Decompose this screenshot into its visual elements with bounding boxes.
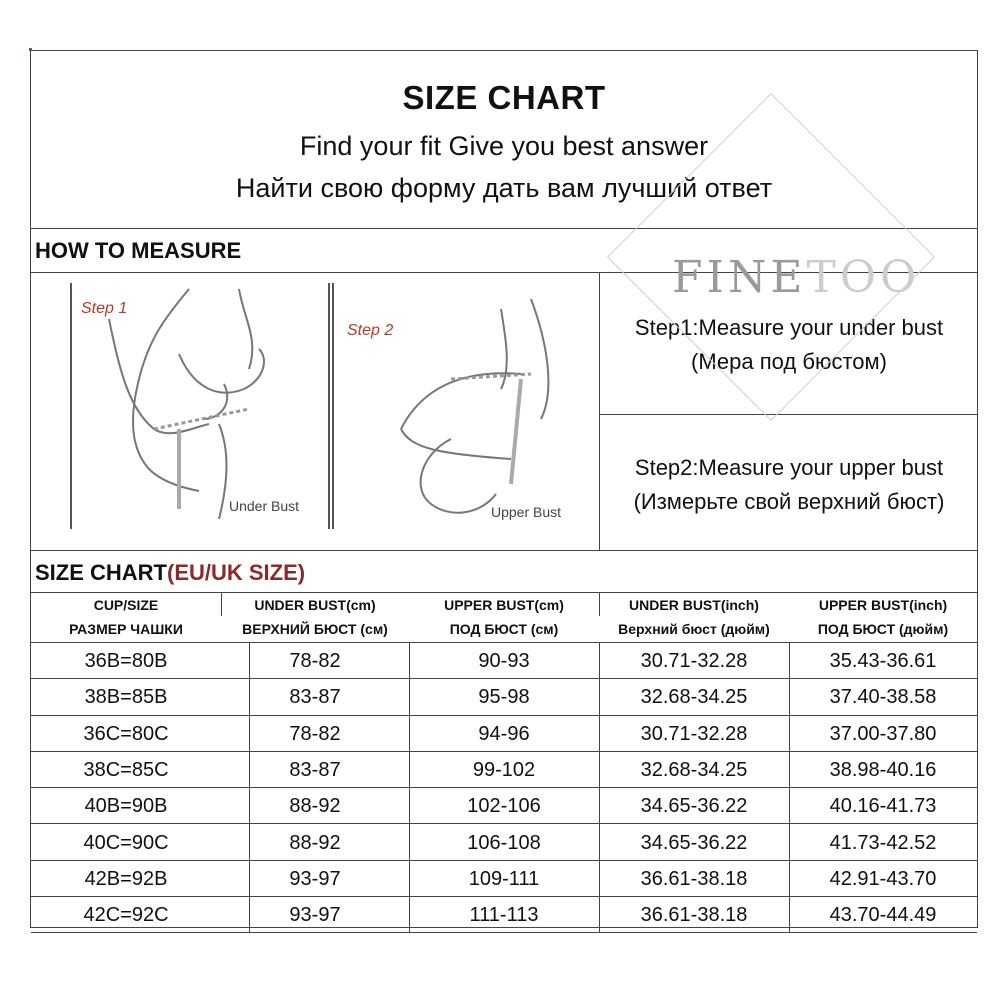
table-cell: 94-96 bbox=[478, 722, 530, 745]
column-separator bbox=[249, 643, 250, 933]
subtitle-russian: Найти свою форму дать вам лучший ответ bbox=[235, 173, 773, 203]
table-cell: 43.70-44.49 bbox=[829, 904, 937, 927]
table-header bbox=[31, 592, 977, 642]
step1-illustration-label: Step 1 bbox=[81, 300, 128, 317]
step2-english: Step2:Measure your upper bust bbox=[634, 455, 944, 480]
column-header bbox=[599, 592, 789, 642]
table-cell: 83-87 bbox=[289, 758, 341, 781]
size-chart-heading-accent: (EU/UK SIZE) bbox=[167, 560, 306, 585]
table-cell: 34.65-36.22 bbox=[640, 795, 748, 818]
size-chart-heading-main: SIZE CHART bbox=[35, 560, 167, 585]
step1-russian: (Мера под бюстом) bbox=[691, 349, 887, 374]
table-cell: 42C=92C bbox=[83, 904, 169, 927]
table-cell: 30.71-32.28 bbox=[640, 722, 748, 745]
row-line bbox=[31, 932, 977, 933]
table-row bbox=[31, 643, 977, 679]
table-cell: 42B=92B bbox=[84, 867, 168, 890]
table-cell: 36C=80C bbox=[83, 722, 169, 745]
table-cell: 34.65-36.22 bbox=[640, 831, 748, 854]
column-header-russian: ПОД БЮСТ (см) bbox=[449, 621, 559, 637]
watermark-logo bbox=[672, 252, 920, 303]
table-cell: 38.98-40.16 bbox=[829, 758, 937, 781]
subtitle-english: Find your fit Give you best answer bbox=[299, 131, 709, 161]
watermark-brand-dark: FINE bbox=[672, 252, 807, 303]
table-cell: 38B=85B bbox=[84, 686, 168, 709]
column-header-russian: ВЕРХНИЙ БЮСТ (см) bbox=[242, 621, 388, 637]
column-separator bbox=[789, 643, 790, 933]
size-chart-row bbox=[31, 551, 977, 593]
page-title: SIZE CHART bbox=[402, 79, 606, 116]
table-cell: 83-87 bbox=[289, 686, 341, 709]
column-header bbox=[789, 592, 977, 642]
table-cell: 32.68-34.25 bbox=[640, 758, 748, 781]
table-row bbox=[31, 679, 977, 715]
table-cell: 78-82 bbox=[289, 722, 341, 745]
table-cell: 32.68-34.25 bbox=[640, 686, 748, 709]
table-row bbox=[31, 752, 977, 788]
column-header bbox=[221, 592, 409, 642]
size-chart-heading bbox=[35, 560, 305, 586]
column-header-english: CUP/SIZE bbox=[93, 597, 159, 613]
table-cell: 88-92 bbox=[289, 831, 341, 854]
table-row bbox=[31, 788, 977, 824]
step1-english: Step1:Measure your under bust bbox=[634, 315, 944, 340]
table-cell: 40.16-41.73 bbox=[829, 795, 937, 818]
table-row bbox=[31, 897, 977, 933]
upper-bust-illustration bbox=[331, 279, 593, 531]
column-header-english: UNDER BUST(cm) bbox=[254, 597, 376, 613]
column-header-russian: Верхний бюст (дюйм) bbox=[618, 621, 770, 637]
table-cell: 41.73-42.52 bbox=[829, 831, 937, 854]
table-cell: 111-113 bbox=[469, 904, 539, 927]
table-cell: 36B=80B bbox=[84, 650, 168, 672]
table-cell: 90-93 bbox=[478, 650, 530, 672]
column-header-russian: ПОД БЮСТ (дюйм) bbox=[817, 621, 949, 637]
table-cell: 36.61-38.18 bbox=[640, 904, 748, 927]
table-cell: 102-106 bbox=[467, 795, 541, 818]
header-separator bbox=[221, 592, 222, 616]
table-cell: 30.71-32.28 bbox=[640, 650, 748, 672]
column-separator bbox=[409, 643, 410, 933]
column-header-english: UPPER BUST(inch) bbox=[818, 597, 948, 613]
header-separator bbox=[599, 592, 600, 616]
column-header-russian: РАЗМЕР ЧАШКИ bbox=[69, 621, 183, 637]
measure-divider-vertical bbox=[599, 273, 600, 550]
table-cell: 42.91-43.70 bbox=[829, 867, 937, 890]
table-cell: 38C=85C bbox=[83, 758, 169, 781]
column-separator bbox=[599, 643, 600, 933]
under-bust-caption: Under Bust bbox=[229, 498, 300, 514]
table-row bbox=[31, 861, 977, 897]
table-cell: 106-108 bbox=[467, 831, 541, 854]
upper-bust-caption: Upper Bust bbox=[491, 504, 562, 520]
table-cell: 93-97 bbox=[289, 867, 341, 890]
step2-illustration-label: Step 2 bbox=[347, 322, 394, 339]
table-cell: 95-98 bbox=[478, 686, 530, 709]
table-cell: 88-92 bbox=[289, 795, 341, 818]
under-bust-illustration bbox=[69, 279, 331, 531]
table-cell: 99-102 bbox=[472, 758, 536, 781]
column-header bbox=[409, 592, 599, 642]
table-cell: 37.00-37.80 bbox=[829, 722, 937, 745]
table-cell: 109-111 bbox=[468, 867, 540, 890]
step2-russian: (Измерьте свой верхний бюст) bbox=[633, 489, 945, 514]
how-to-measure-heading: HOW TO MEASURE bbox=[35, 238, 242, 263]
table-cell: 37.40-38.58 bbox=[829, 686, 937, 709]
column-header bbox=[31, 592, 221, 642]
table-cell: 36.61-38.18 bbox=[640, 867, 748, 890]
step2-instructions bbox=[601, 451, 977, 519]
column-header-english: UNDER BUST(inch) bbox=[629, 597, 759, 613]
table-cell: 78-82 bbox=[289, 650, 341, 672]
table-row bbox=[31, 825, 977, 861]
watermark-brand-light: TOO bbox=[806, 252, 921, 303]
measure-divider-horizontal bbox=[600, 414, 977, 415]
table-cell: 35.43-36.61 bbox=[829, 650, 937, 672]
column-header-english: UPPER BUST(cm) bbox=[444, 597, 564, 613]
table-cell: 40C=90C bbox=[83, 831, 169, 854]
table-row bbox=[31, 716, 977, 752]
table-cell: 40B=90B bbox=[84, 795, 168, 818]
table-cell: 93-97 bbox=[289, 904, 341, 927]
